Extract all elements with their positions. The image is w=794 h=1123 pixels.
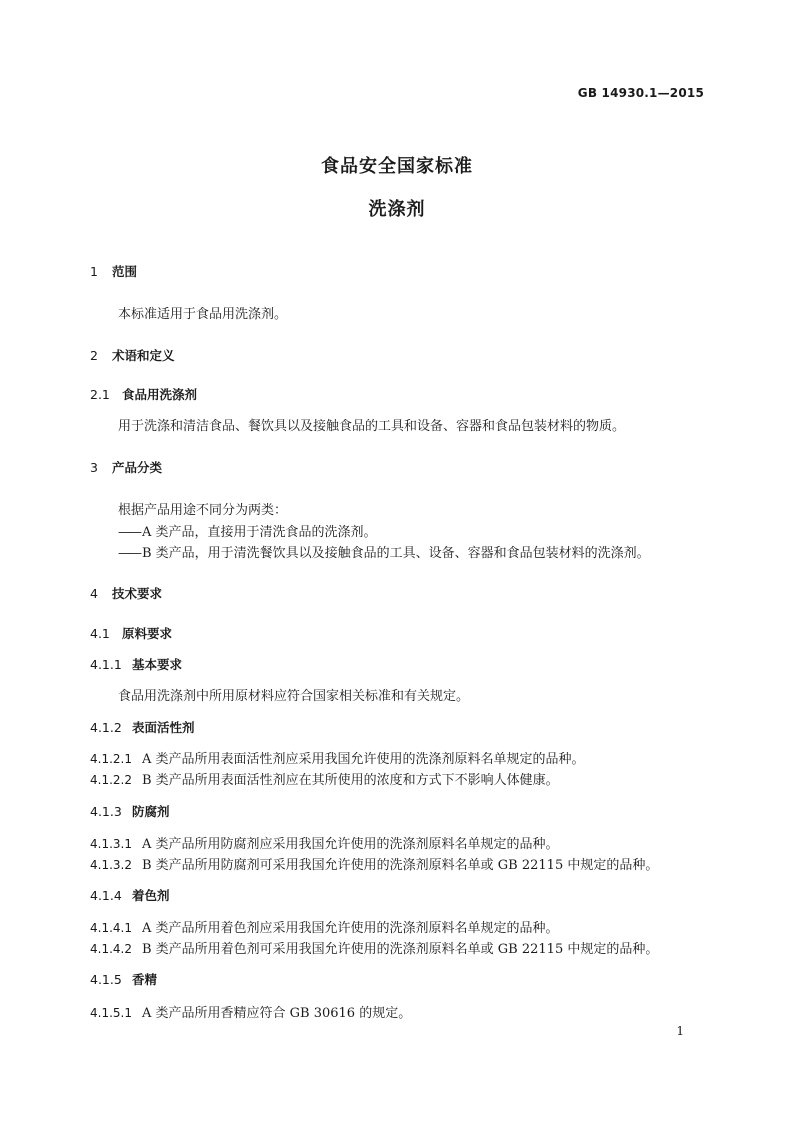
section-2-heading [90,346,175,364]
clause-4-1-3-1 [90,833,559,852]
clause-text: A 类产品所用着色剂应采用我国允许使用的洗涤剂原料名单规定的品种。 [141,921,559,936]
section-4-heading [90,584,162,602]
section-number: 4.1 [90,626,110,641]
section-4-1-1-heading [90,655,182,673]
section-number: 2 [90,348,98,363]
section-number: 4.1.1 [90,657,122,672]
clause-number: 4.1.5.1 [90,1006,132,1020]
section-title: 范围 [112,264,138,279]
clause-text: A 类产品所用香精应符合 GB 30616 的规定。 [141,1006,412,1021]
clause-text: A 类产品所用表面活性剂应采用我国允许使用的洗涤剂原料名单规定的品种。 [141,752,585,767]
clause-4-1-2-2 [90,769,559,788]
document-title: 食品安全国家标准 [321,156,473,177]
clause-number: 4.1.3.2 [90,858,132,872]
section-4-1-heading [90,624,172,642]
section-title: 产品分类 [112,460,163,475]
section-number: 4.1.3 [90,804,122,819]
section-1-text: 本标准适用于食品用洗涤剂。 [118,307,288,322]
section-4-1-1-text: 食品用洗涤剂中所用原材料应符合国家相关标准和有关规定。 [118,689,470,704]
section-4-1-2-heading [90,718,195,736]
section-title: 表面活性剂 [132,720,195,735]
section-title: 术语和定义 [112,348,175,363]
section-title: 基本要求 [132,657,183,672]
section-title: 着色剂 [132,888,170,903]
list-item-text: B 类产品，用于清洗餐饮具以及接触食品的工具、设备、容器和食品包装材料的洗涤剂。 [142,546,650,561]
section-number: 4.1.5 [90,972,122,987]
clause-number: 4.1.4.2 [90,942,132,956]
section-2-1-text: 用于洗涤和清洁食品、餐饮具以及接触食品的工具和设备、容器和食品包装材料的物质。 [118,419,626,434]
section-4-1-5-heading [90,970,157,988]
section-number: 4.1.2 [90,720,122,735]
standard-number: GB 14930.1—2015 [577,86,704,100]
section-number: 4.1.4 [90,888,122,903]
clause-4-1-2-1 [90,748,585,767]
clause-number: 4.1.3.1 [90,837,132,851]
clause-4-1-4-2 [90,938,658,957]
list-item-text: A 类产品，直接用于清洗食品的洗涤剂。 [142,525,377,540]
clause-4-1-5-1 [90,1002,411,1021]
clause-number: 4.1.4.1 [90,921,132,935]
section-2-1-heading [90,385,197,403]
clause-number: 4.1.2.1 [90,752,132,766]
clause-text: B 类产品所用着色剂可采用我国允许使用的洗涤剂原料名单或 GB 22115 中规定的品种。 [141,942,659,957]
clause-4-1-4-1 [90,917,559,936]
section-4-1-4-heading [90,886,170,904]
section-number: 2.1 [90,387,110,402]
clause-number: 4.1.2.2 [90,773,132,787]
list-dash: —— [118,546,140,561]
document-subtitle: 洗涤剂 [368,199,426,220]
section-4-1-3-heading [90,802,170,820]
page-number: 1 [676,1024,684,1038]
section-title: 技术要求 [112,586,163,601]
section-title: 原料要求 [122,626,173,641]
section-title: 香精 [132,972,158,987]
section-number: 4 [90,586,98,601]
section-3-intro: 根据产品用途不同分为两类： [118,503,288,518]
clause-4-1-3-2 [90,854,658,873]
clause-text: A 类产品所用防腐剂应采用我国允许使用的洗涤剂原料名单规定的品种。 [141,837,559,852]
list-dash: —— [118,525,140,540]
section-number: 3 [90,460,98,475]
list-item [118,542,650,561]
clause-text: B 类产品所用防腐剂可采用我国允许使用的洗涤剂原料名单或 GB 22115 中规定的品种。 [141,858,659,873]
section-title: 防腐剂 [132,804,170,819]
section-number: 1 [90,264,98,279]
section-1-heading [90,262,137,280]
list-item [118,521,377,540]
section-title: 食品用洗涤剂 [122,387,198,402]
section-3-heading [90,458,162,476]
clause-text: B 类产品所用表面活性剂应在其所使用的浓度和方式下不影响人体健康。 [141,773,559,788]
